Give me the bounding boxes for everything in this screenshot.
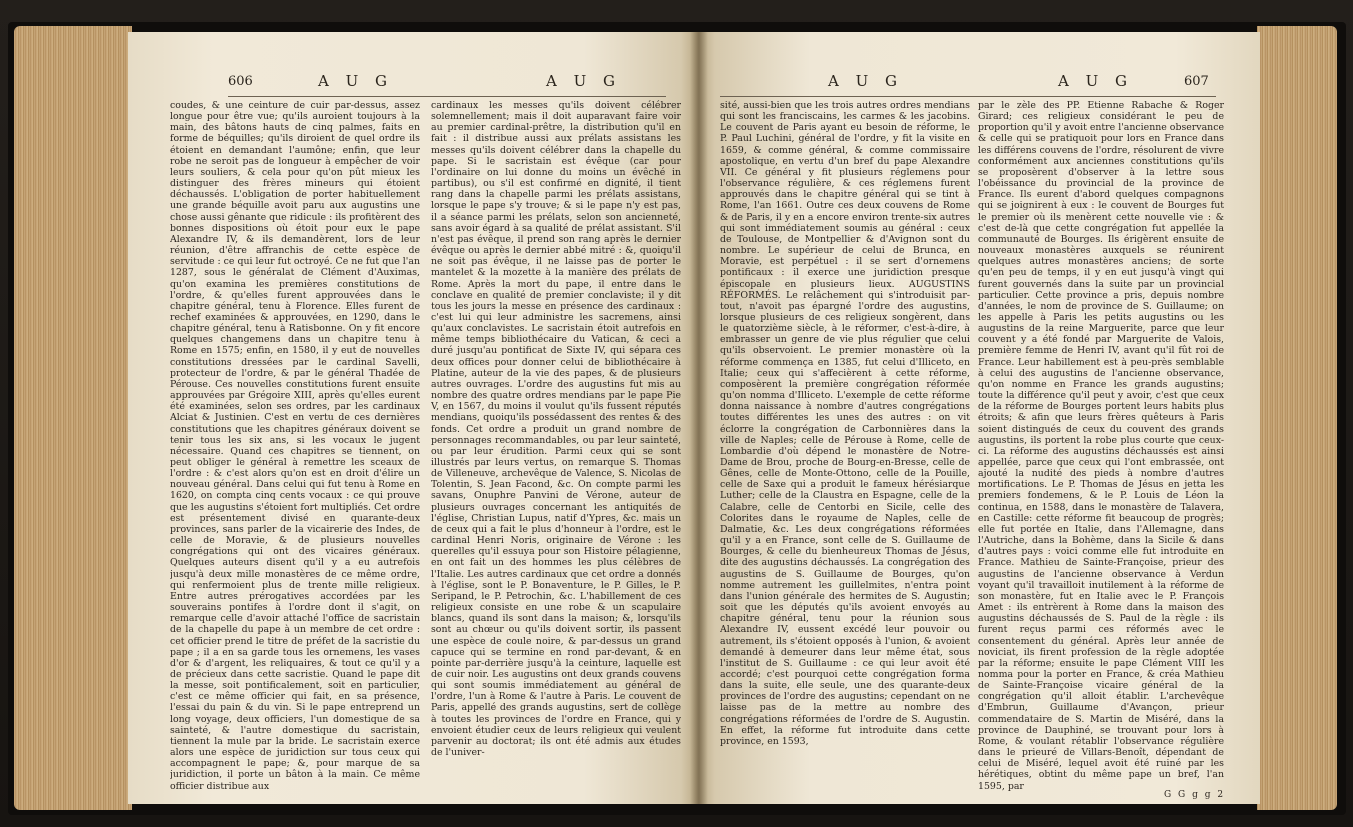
running-head-right-col2: A U G (1058, 72, 1133, 90)
page-number-right: 607 (1184, 74, 1209, 89)
text-column-left-1 (170, 100, 420, 804)
running-head-left-col2: A U G (546, 72, 621, 90)
column-text: sité, aussi-bien que les trois autres ordres mendians qui sont les franciscains, les carmes & les jacobins. Le couvent de Paris ayant eu besoin de réforme, le P. Paul Luchini, général de l'ordre, y fit la visite en 1659, & comme général, & comme commissaire apostolique, en vertu d'un bref du pape Alexandre VII. Ce général y fit plusieurs réglemens pour l'observance régulière, & ces réglemens furent approuvés dans le chapitre général qui se tint à Rome, l'an 1661. Outre ces deux couvens de Rome & de Paris, il y en a encore environ trente-six autres qui sont immédiatement soumis au général : ceux de Toulouse, de Montpellier & d'Avignon sont du nombre. Le supérieur de celui de Brunca, en Moravie, est perpétuel : il se sert d'ornemens pontificaux : il exerce une juridiction presque épiscopale en plusieurs lieux. AUGUSTINS RÉFORMÉS. Le relâchement qui s'introduisit par-tout, n'avoit pas épargné l'ordre des augustins, lorsque plusieurs de ces religieux songèrent, dans le quatorzième siècle, à le réformer, c'est-à-dire, à embrasser un genre de vie plus régulier que celui qu'ils observoient. Le premier monastère où la réforme commença en 1385, fut celui d'Illiceto, en Italie; ceux qui s'affecièrent à cette réforme, composèrent la première congrégation réformée qu'on nomma d'Illiceto. L'exemple de cette réforme donna naissance à nombre d'autres congrégations toutes différentes les unes des autres : on vit éclorre la congrégation de Carbonnières dans la ville de Naples; celle de Pérouse à Rome, celle de Lombardie d'où dépend le monastère de Notre-Dame de Brou, proche de Bourg-en-Bresse, celle de Gênes, celle de Monte-Ottono, celle de la Pouille, celle de Saxe qui a produit le fameux hérésiarque Luther; celle de la Claustra en Espagne, celle de la Calabre, celle de Centorbi en Sicile, celle des Colorites dans le royaume de Naples, celle de Dalmatie, &c. Les deux congrégations réformées qu'il y a en France, sont celle de S. Guillaume de Bourges, & celle du bienheureux Thomas de Jésus, dite des augustins déchaussés. La congrégation des augustins de S. Guillaume de Bourges, qu'on nomme autrement les guillelmites, n'entra point dans l'union générale des hermites de S. Augustin; soit que les députés qu'ils avoient envoyés au chapitre général, tenu pour la réunion sous Alexandre IV, eussent excédé leur pouvoir ou autrement, ils s'étoient opposés à l'union, & avoient demandé à demeurer dans leur même état, sous l'institut de S. Guillaume : ce qui leur avoit été accordé; c'est pourquoi cette congrégation forma dans la suite, elle seule, une des quarante-deux provinces de l'ordre des augustins; cependant on ne laisse pas de la mettre au nombre des congrégations réformées de l'ordre de S. Augustin. En effet, la réforme fut introduite dans cette province, en 1593, (720, 100, 970, 747)
right-page-edges (1257, 26, 1337, 810)
column-text: coudes, & une ceinture de cuir par-dessus, assez longue pour être vue; qu'ils auroient toujours à la main, des bâtons hauts de cinq palmes, faits en forme de béquilles; qu'ils diroient de quel ordre ils étoient en demandant l'aumône; enfin, que leur robe ne seroit pas de longueur à empêcher de voir leurs souliers, & cela pour qu'on pût mieux les distinguer des frères mineurs qui étoient déchaussés. L'obligation de porter habituellement une grande béquille avoit paru aux augustins une chose aussi gênante que ridicule : ils profitèrent des bonnes dispositions où étoit pour eux le pape Alexandre IV, & ils demandèrent, lors de leur réunion, d'être affranchis de cette espèce de servitude : ce qui leur fut octroyé. Ce ne fut que l'an 1287, sous le généralat de Clément d'Auximas, qu'on examina les premières constitutions de l'ordre, & qu'elles furent approuvées dans le chapitre général, tenu à Florence. Elles furent de rechef examinées & approuvées, en 1290, dans le chapitre général, tenu à Ratisbonne. On y fit encore quelques changemens dans un chapitre tenu à Rome en 1575; enfin, en 1580, il y eut de nouvelles constitutions dressées par le cardinal Savelli, protecteur de l'ordre, & par le général Thadée de Pérouse. Ces nouvelles constitutions furent ensuite approuvées par Grégoire XIII, après qu'elles eurent été examinées, selon ses ordres, par les cardinaux Alciat & Justinien. C'est en vertu de ces dernières constitutions que les chapitres généraux doivent se tenir tous les six ans, si les vocaux le jugent nécessaire. Quand ces chapitres se tiennent, on peut obliger le général à remettre les sceaux de l'ordre : & c'est alors qu'on est en droit d'élire un nouveau général. Dans celui qui fut tenu à Rome en 1620, on compta cinq cents vocaux : ce qui prouve que les augustins s'étoient fort multipliés. Cet ordre est présentement divisé en quarante-deux provinces, sans parler de la vicairerie des Indes, de celle de Moravie, & de plusieurs nouvelles congrégations qui ont des vicaires généraux. Quelques auteurs disent qu'il y a eu autrefois jusqu'à deux mille monastères de ce même ordre, qui renfermoient plus de trente mille religieux. Entre autres prérogatives accordées par les souverains pontifes à l'ordre dont il s'agit, on remarque celle d'avoir attaché l'office de sacristain de la chapelle du pape à un membre de cet ordre : cet officier prend le titre de préfet de la sacristie du pape ; il a en sa garde tous les ornemens, les vases d'or & d'argent, les reliquaires, & tout ce qu'il y a de précieux dans cette sacristie. Quand le pape dit la messe, soit pontificalement, soit en particulier, c'est ce même officier qui fait, en sa présence, l'essai du pain & du vin. Si le pape entreprend un long voyage, deux officiers, l'un domestique de sa sainteté, & l'autre domestique du sacristain, tiennent la mule par la bride. Le sacristain exerce alors une espèce de juridiction sur tous ceux qui accompagnent le pape; &, pour marque de sa juridiction, il porte un bâton à la main. Ce même officier distribue aux (170, 100, 420, 792)
column-text: cardinaux les messes qu'ils doivent célébrer solemnellement; mais il doit auparavant faire voir au premier cardinal-prêtre, la distribution qu'il en fait : il distribue aussi aux prélats assistans les messes qu'ils doivent célébrer dans la chapelle du pape. Si le sacristain est évêque (car pour l'ordinaire on lui donne du moins un évêché in partibus), ou s'il est confirmé en dignité, il tient rang dans la chapelle parmi les prélats assistans, lorsque le pape s'y trouve; & si le pape n'y est pas, il a séance parmi les prélats, selon son ancienneté, sans avoir égard à sa qualité de prélat assistant. S'il n'est pas évêque, il prend son rang après le dernier évêque ou après le dernier abbé mitré : &, quoiqu'il ne soit pas évêque, il ne laisse pas de porter le mantelet & la mozette à la manière des prélats de Rome. Après la mort du pape, il entre dans le conclave en qualité de premier conclaviste; il y dit tous les jours la messe en présence des cardinaux : c'est lui qui leur administre les sacremens, ainsi qu'aux conclavistes. Le sacristain étoit autrefois en même temps bibliothécaire du Vatican, & ceci a duré jusqu'au pontificat de Sixte IV, qui sépara ces deux offices pour donner celui de bibliothécaire à Platine, auteur de la vie des papes, & de plusieurs autres ouvrages. L'ordre des augustins fut mis au nombre des quatre ordres mendians par le pape Pie V, en 1567, du moins il voulut qu'ils fussent réputés mendians, quoiqu'ils possédassent des rentes & des fonds. Cet ordre a produit un grand nombre de personnages recommandables, ou par leur sainteté, ou par leur érudition. Parmi ceux qui se sont illustrés par leurs vertus, on remarque S. Thomas de Villeneuve, archevêque de Valence, S. Nicolas de Tolentin, S. Jean Facond, &c. On compte parmi les savans, Onuphre Panvini de Vérone, auteur de plusieurs ouvrages concernant les antiquités de l'église, Christian Lupus, natif d'Ypres, &c. mais un de ceux qui a fait le plus d'honneur à l'ordre, est le cardinal Henri Noris, originaire de Vérone : les querelles qu'il essuya pour son Histoire pélagienne, en ont fait un des hommes les plus célèbres de l'Italie. Les autres cardinaux que cet ordre a donnés à l'église, sont le P. Bonaventure, le P. Gilles, le P. Seripand, le P. Petrochin, &c. L'habillement de ces religieux consiste en une robe & un scapulaire blancs, quand ils sont dans la maison; &, lorsqu'ils sont au chœur ou qu'ils doivent sortir, ils passent une espèce de coule noire, & par-dessus un grand capuce qui se termine en rond par-devant, & en pointe par-derrière jusqu'à la ceinture, laquelle est de cuir noir. Les augustins ont deux grands couvens qui sont soumis immédiatement au général de l'ordre, l'un à Rome & l'autre à Paris. Le couvent de Paris, appellé des grands augustins, sert de collège à toutes les provinces de l'ordre en France, qui y envoient étudier ceux de leurs religieux qui veulent parvenir au doctorat; ils ont été admis aux études de l'univer- (431, 100, 681, 759)
right-page (698, 32, 1260, 804)
book-gutter (690, 32, 708, 804)
text-column-right-1 (720, 100, 970, 804)
running-head-left-col1: A U G (318, 72, 393, 90)
header-rule-left (228, 96, 666, 97)
running-head-right-col1: A U G (828, 72, 903, 90)
column-text: par le zèle des PP. Etienne Rabache & Roger Girard; ces religieux considérant le peu de proportion qu'il y avoit entre l'ancienne observance & celle qui se pratiquoit pour lors en France dans les différens couvens de l'ordre, résolurent de vivre conformément aux anciennes constitutions qu'ils se proposèrent d'observer à la lettre sous l'obéissance du provincial de la province de France. Ils eurent d'abord quelques compagnons qui se joignirent à eux : le couvent de Bourges fut le premier où ils menèrent cette nouvelle vie : & c'est de-là que cette congrégation fut appellée la communauté de Bourges. Ils érigèrent ensuite de nouveaux monastères auxquels se réunirent quelques autres monastères anciens; de sorte qu'en peu de temps, il y en eut jusqu'à vingt qui furent gouvernés dans la suite par un provincial particulier. Cette province a pris, depuis nombre d'années, le nom de province de S. Guillaume; on les appelle à Paris les petits augustins ou les augustins de la reine Marguerite, parce que leur couvent y a été fondé par Marguerite de Valois, première femme de Henri IV, avant qu'il fût roi de France. Leur habillement est à peu-près semblable à celui des augustins de l'ancienne observance, qu'on nomme en France les grands augustins; toute la différence qu'il peut y avoir, c'est que ceux de la réforme de Bourges portent leurs habits plus étroits; & afin que leurs frères quêteurs à Paris soient distingués de ceux du couvent des grands augustins, ils portent la robe plus courte que ceux-ci. La réforme des augustins déchaussés est ainsi appellée, parce que ceux qui l'ont embrassée, ont ajouté la nudité des pieds à nombre d'autres mortifications. Le P. Thomas de Jésus en jetta les premiers fondemens, & le P. Louis de Léon la continua, en 1588, dans le monastère de Talavera, en Castille: cette réforme fit beaucoup de progrès; elle fut portée en Italie, dans l'Allemagne, dans l'Autriche, dans la Bohème, dans la Sicile & dans d'autres pays : voici comme elle fut introduite en France. Mathieu de Sainte-Françoise, prieur des augustins de l'ancienne observance à Verdun voyant qu'il travailloit inutilement à la réforme de son monastère, fut en Italie avec le P. François Amet : ils entrèrent à Rome dans la maison des augustins déchaussés de S. Paul de la règle : ils furent reçus parmi ces réformés avec le consentement du général. Après leur année de noviciat, ils firent profession de la règle adoptée par la réforme; ensuite le pape Clément VIII les nomma pour la porter en France, & créa Mathieu de Sainte-Françoise vicaire général de la congrégation qu'il alloit établir. L'archevêque d'Embrun, Guillaume d'Avançon, prieur commendataire de S. Martin de Miséré, dans la province de Dauphiné, se trouvant pour lors à Rome, & voulant rétablir l'observance régulière dans le prieuré de Villars-Benoît, dépendant de celui de Miséré, lequel avoit été ruiné par les hérétiques, obtint du même pape un bref, l'an 1595, par (978, 100, 1224, 792)
text-column-left-2 (431, 100, 681, 804)
text-column-right-2 (978, 100, 1224, 804)
left-page (128, 32, 698, 804)
signature-mark: G G g g 2 (1164, 790, 1226, 800)
header-rule-right (720, 96, 1216, 97)
left-page-edges (14, 26, 132, 810)
page-number-left: 606 (228, 74, 253, 89)
